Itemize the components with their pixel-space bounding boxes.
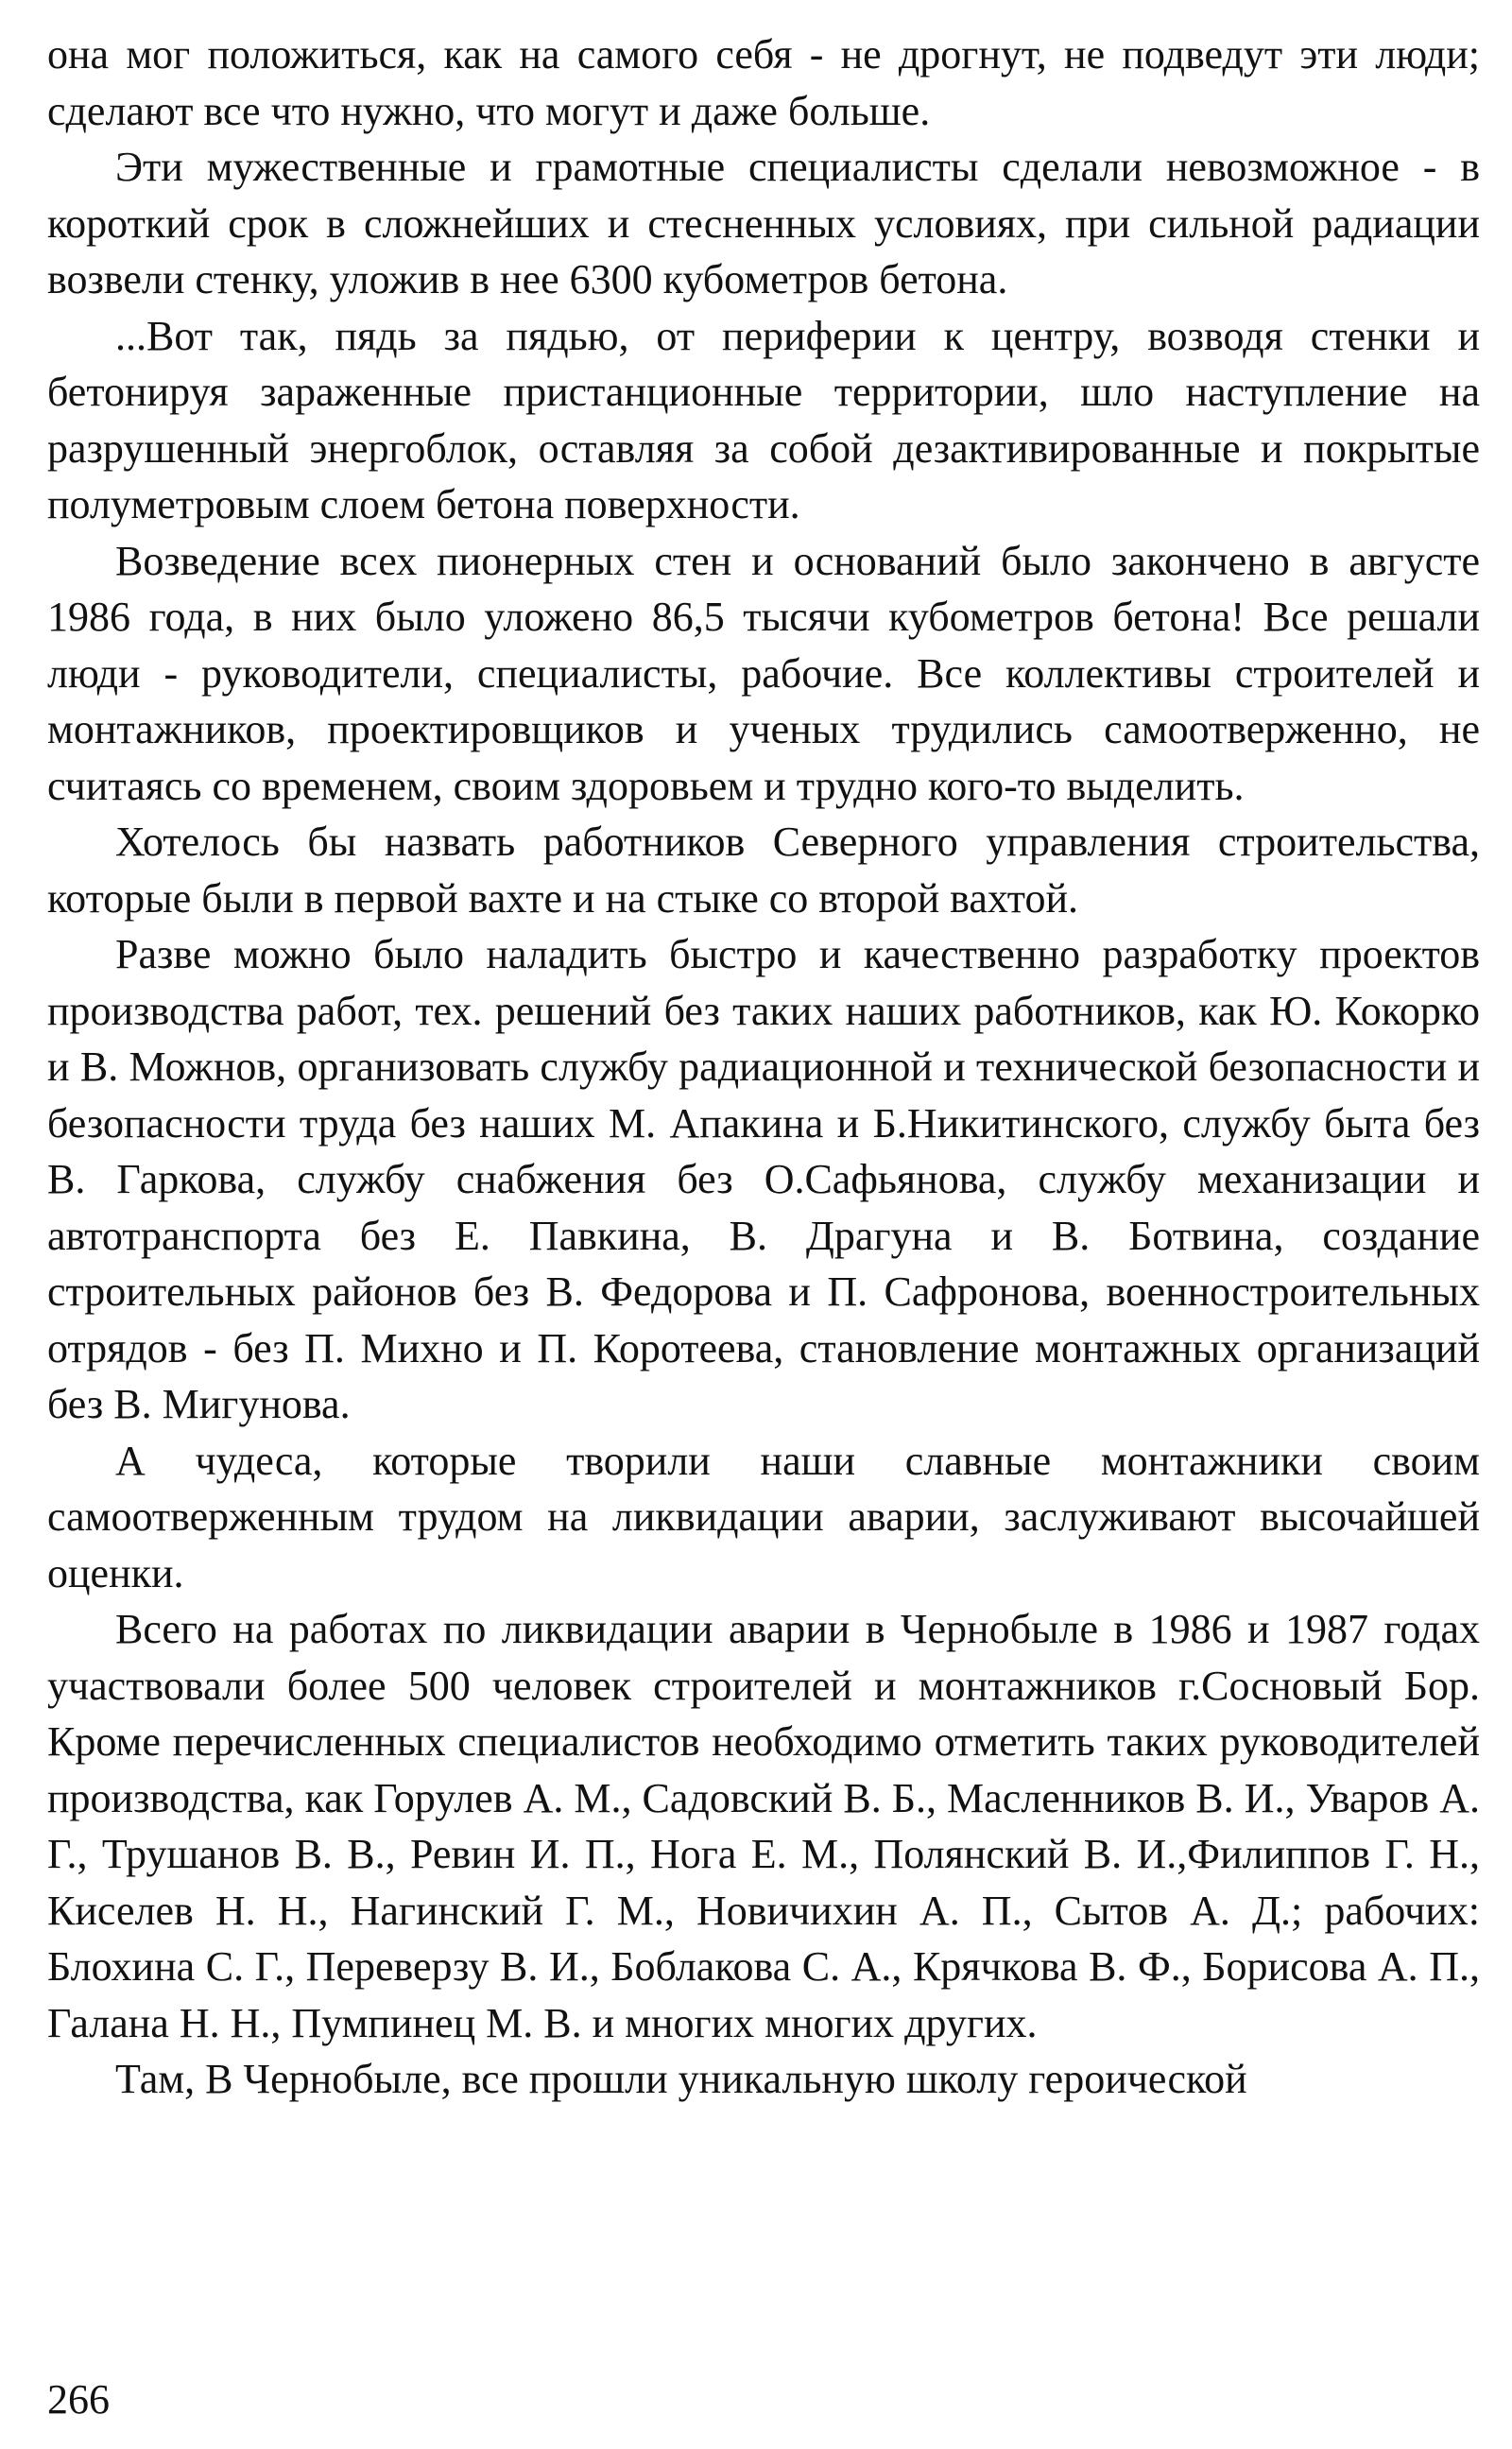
- paragraph: Хотелось бы назвать работников Северного управления строительства, которые были в первой вахте и на стыке со второй вахтой.: [47, 819, 1480, 922]
- paragraph: ...Вот так, пядь за пядью, от периферии к центру, возводя стенки и бетонируя зараженные пристанционные территории, шло наступление на разрушенный энергоблок, оставляя за собой дезактивированные и покрытые полуметровым слоем бетона поверхности.: [47, 312, 1480, 527]
- paragraph: Разве можно было наладить быстро и качественно разработку проектов производства работ, тех. решений без таких наших работников, как Ю. Кокорко и В. Можнов, организовать службу радиационной и технической безопасности и безопасности труда без наших М. Апакина и Б.Никитинского, службу быта без В. Гаркова, службу снабжения без О.Сафьянова, службу механизации и автотранспорта без Е. Павкина, В. Драгуна и В. Ботвина, создание строительных районов без В. Федорова и П. Сафронова, военностроительных отрядов - без П. Михно и П. Коротеева, становление монтажных организаций без В. Мигунова.: [47, 931, 1480, 1427]
- paragraph: Эти мужественные и грамотные специалисты сделали невозможное - в короткий срок в сложнейших и стесненных условиях, при сильной радиации возвели стенку, уложив в нее 6300 кубометров бетона.: [47, 144, 1480, 302]
- paragraph: Возведение всех пионерных стен и оснований было закончено в августе 1986 года, в них было уложено 86,5 тысячи кубометров бетона! Все решали люди - руководители, специалисты, рабочие. Все коллективы строителей и монтажников, проектировщиков и ученых трудились самоотверженно, не считаясь со временем, своим здоровьем и трудно кого-то выделить.: [47, 537, 1480, 809]
- paragraph: Всего на работах по ликвидации аварии в Чернобыле в 1986 и 1987 годах участвовали более 500 человек строителей и монтажников г.Сосновый Бор. Кроме перечисленных специалистов необходимо отметить таких руководителей производства, как Горулев А. М., Садовский В. Б., Масленников В. И., Уваров А. Г., Трушанов В. В., Ревин И. П., Нога Е. М., Полянский В. И.,Филиппов Г. Н., Киселев Н. Н., Нагинский Г. М., Новичихин А. П., Сытов А. Д.; рабочих: Блохина С. Г., Переверзу В. И., Боблакова С. А., Крячкова В. Ф., Борисова А. П., Галана Н. Н., Пумпинец М. В. и многих многих других.: [47, 1606, 1480, 2046]
- paragraph: Там, В Чернобыле, все прошли уникальную школу героической: [115, 2056, 1247, 2102]
- page-body: [47, 26, 1480, 2108]
- paragraph: А чудеса, которые творили наши славные монтажники своим самоотверженным трудом на ликвидации аварии, заслуживают высочайшей оценки.: [47, 1437, 1480, 1596]
- page-number: 266: [47, 2376, 110, 2423]
- paragraph-continuation: она мог положиться, как на самого себя - не дрогнут, не подведут эти люди; сделают все что нужно, что могут и даже больше.: [47, 31, 1480, 134]
